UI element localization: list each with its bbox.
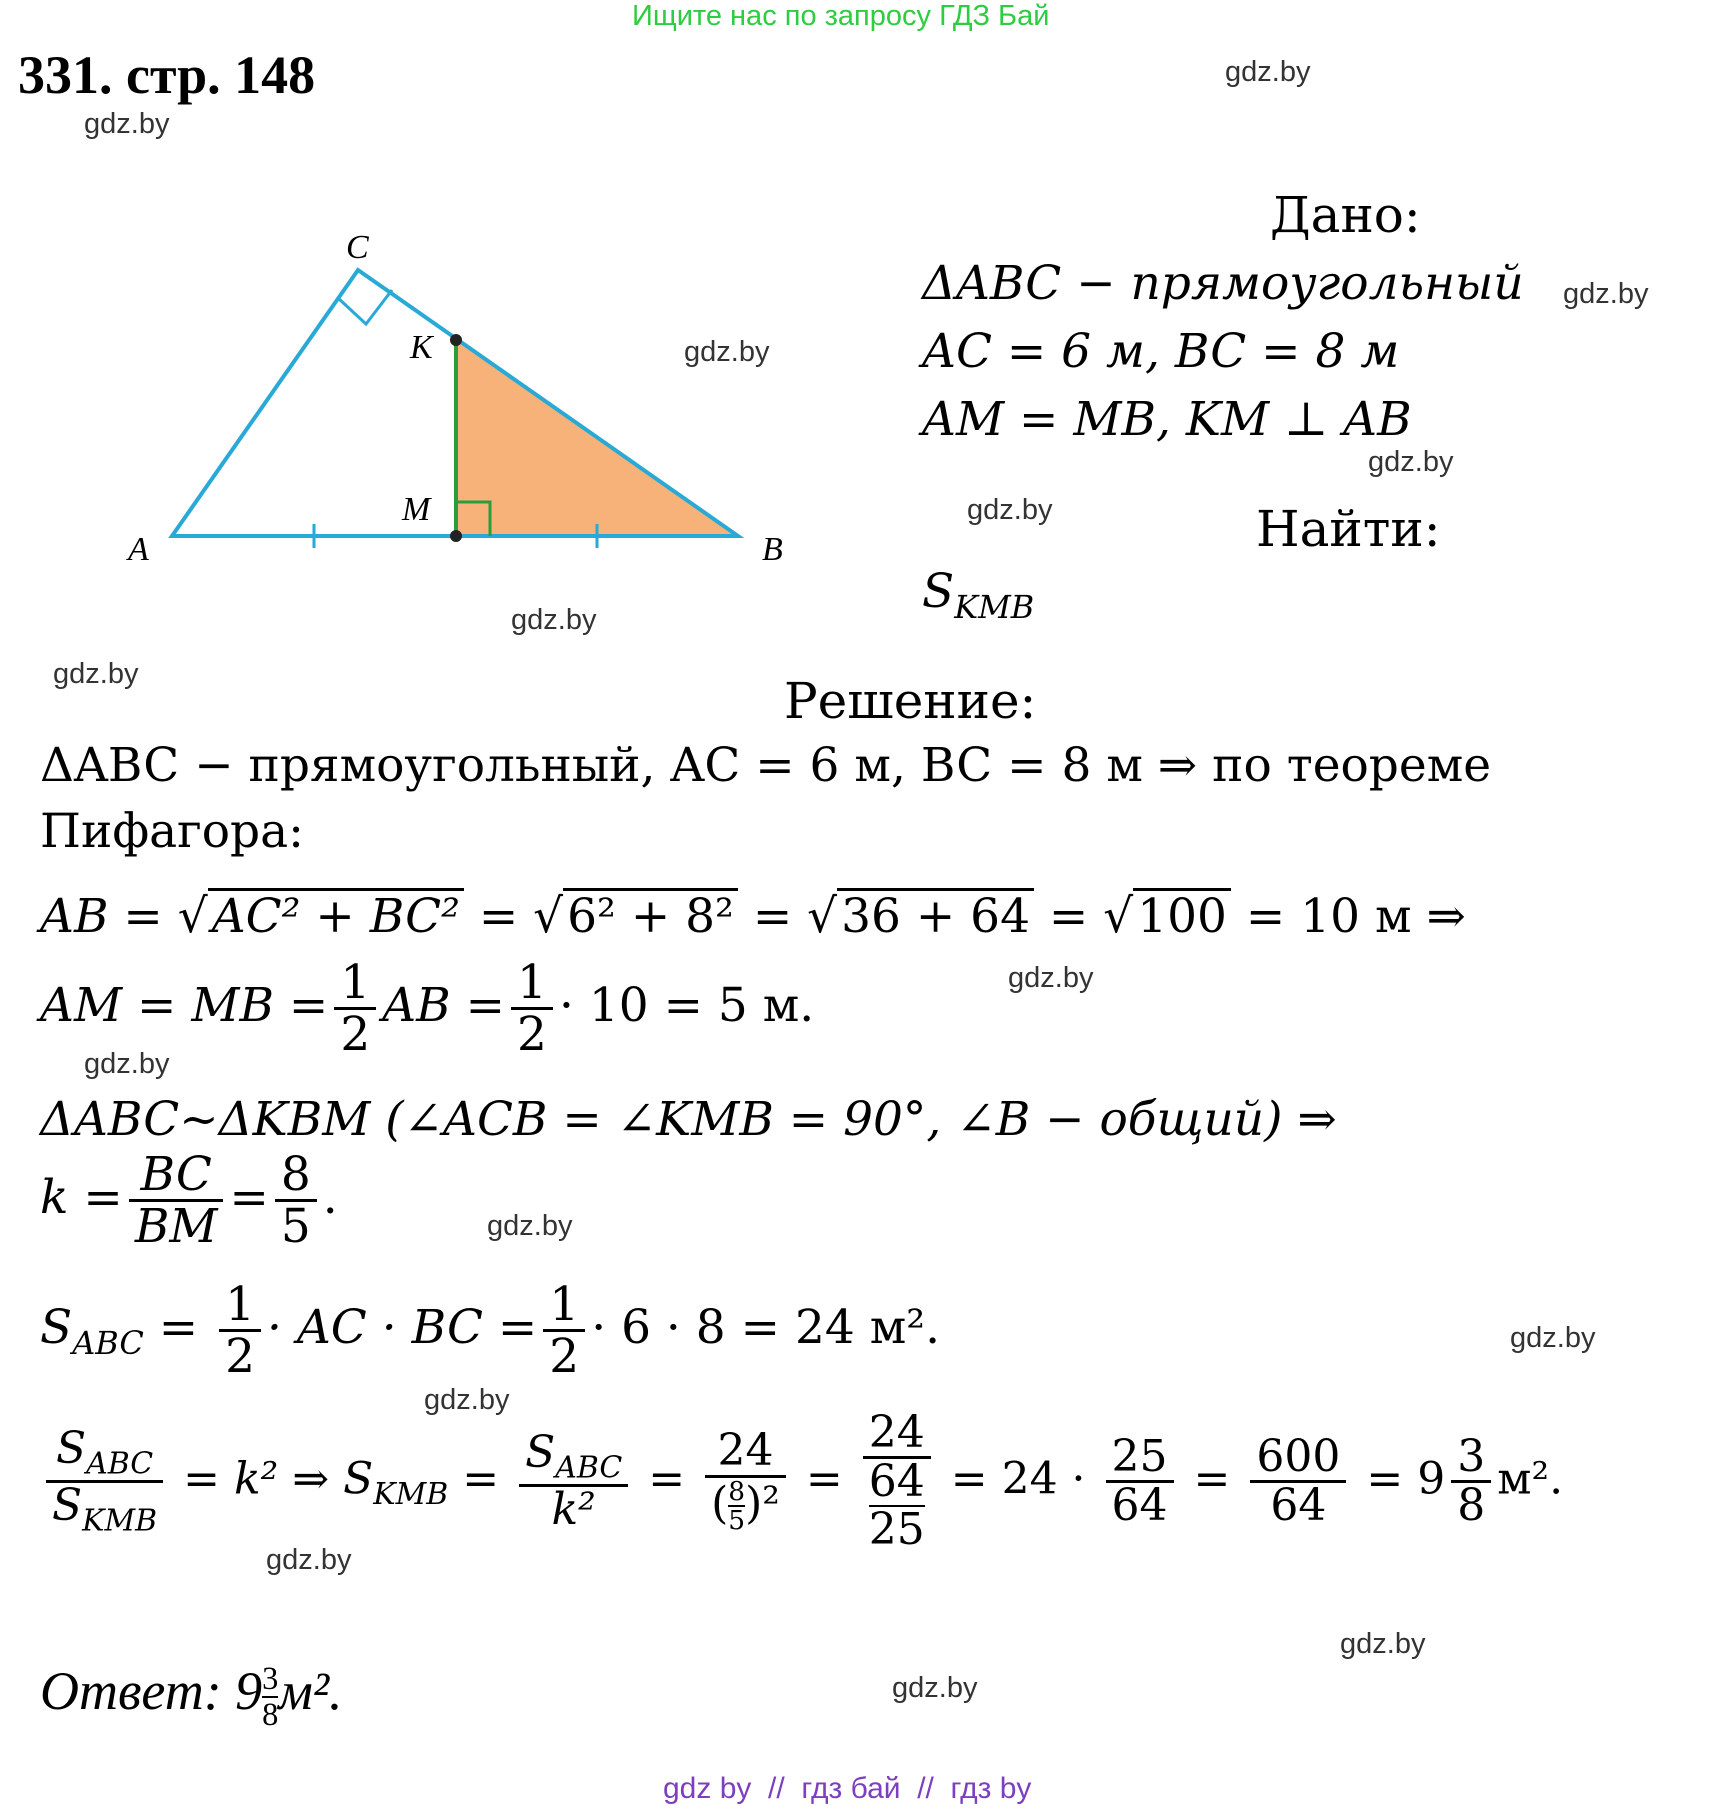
area-ratio-line: $S_{ABC}$ $S_{KMB}$ = k² ⇒ $S_{KMB}$ = $S_{ABC}$ k² = 24 ( $\frac{8}{5}$ )² = $\frac{24}{\frac{64}{25}}$ = 24 · $\frac{25}{64}$ = $\frac{600}{64}$ = 9 $\frac{3}{8}$ м². <box>40 1410 1563 1554</box>
given-line-2: AC = 6 м, BC = 8 м <box>922 324 1400 379</box>
k-line: k = $\frac{BC}{BM}$ = $\frac{8}{5}$ . <box>40 1147 338 1255</box>
watermark: gdz.by <box>424 1384 510 1416</box>
am-mb-line: AM = MB = $\frac{1}{2}$ AB = $\frac{1}{2}$ · 10 = 5 м. <box>40 955 815 1063</box>
solution-line-1: ΔABC − прямоугольный, AC = 6 м, BC = 8 м ⇒ по теореме <box>40 738 1492 793</box>
watermark: gdz.by <box>684 336 770 368</box>
given-line-3: AM = MB, KM ⊥ AB <box>922 392 1412 447</box>
problem-title: 331. стр. 148 <box>18 45 316 105</box>
footer-links[interactable]: gdz by // гдз бай // гдз by <box>663 1772 1032 1805</box>
watermark: gdz.by <box>266 1544 352 1576</box>
watermark: gdz.by <box>892 1672 978 1704</box>
watermark: gdz.by <box>1225 56 1311 88</box>
solution-heading: Решение: <box>784 672 1037 730</box>
given-line-1: ΔABC − прямоугольный <box>922 256 1524 311</box>
given-heading: Дано: <box>1270 186 1421 244</box>
pythagoras-line: AB = √AC² + BC² = √6² + 8² = √36 + 64 = √100 = 10 м ⇒ <box>40 889 1466 944</box>
label-a: A <box>128 531 149 568</box>
find-target-sub: KMB <box>954 588 1035 627</box>
label-k: K <box>410 329 433 366</box>
point-k <box>450 334 462 346</box>
watermark: gdz.by <box>1368 446 1454 478</box>
triangle-figure <box>110 220 800 580</box>
watermark: gdz.by <box>487 1210 573 1242</box>
watermark: gdz.by <box>511 604 597 636</box>
label-b: B <box>762 531 783 568</box>
point-m <box>450 530 462 542</box>
watermark: gdz.by <box>84 1048 170 1080</box>
watermark: gdz.by <box>1563 278 1649 310</box>
similarity-line: ΔABC~ΔKBM (∠ACB = ∠KMB = 90°, ∠B − общий) ⇒ <box>40 1092 1337 1147</box>
label-c: C <box>346 229 369 266</box>
right-angle-c <box>338 290 392 324</box>
watermark: gdz.by <box>1340 1628 1426 1660</box>
label-m: M <box>402 491 431 528</box>
watermark: gdz.by <box>53 658 139 690</box>
watermark: gdz.by <box>84 108 170 140</box>
answer: Ответ: 9 $\frac{3}{8}$ м². <box>40 1660 343 1733</box>
s-abc-line: $S_{ABC}$ = $\frac{1}{2}$ · AC · BC = $\frac{1}{2}$ · 6 · 8 = 24 м². <box>40 1277 941 1385</box>
find-target: S <box>922 564 955 619</box>
find-heading: Найти: <box>1256 500 1441 558</box>
watermark: gdz.by <box>1510 1322 1596 1354</box>
watermark: gdz.by <box>967 494 1053 526</box>
solution-line-2: Пифагора: <box>40 804 304 859</box>
top-banner[interactable]: Ищите нас по запросу ГДЗ Бай <box>632 0 1050 32</box>
watermark: gdz.by <box>1008 962 1094 994</box>
